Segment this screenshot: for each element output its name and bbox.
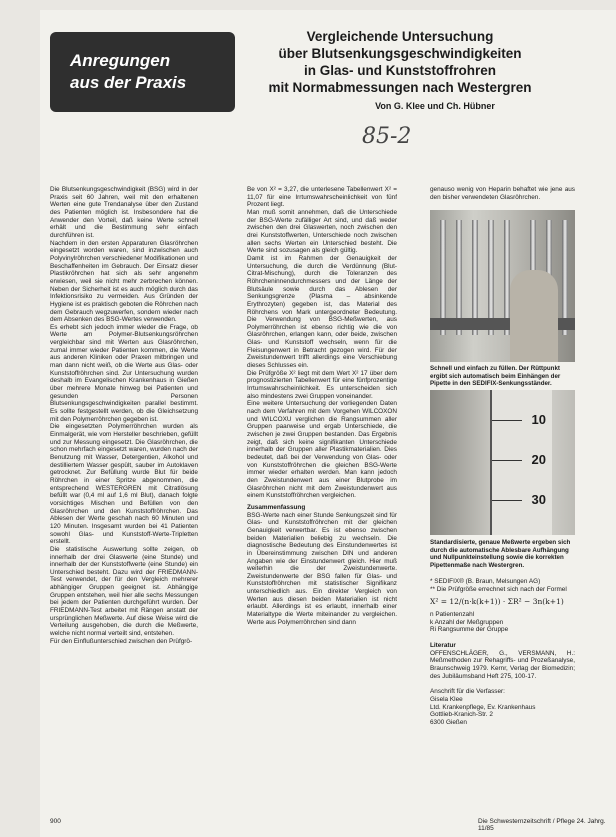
page-number: 900 <box>50 818 61 825</box>
section-banner <box>50 32 235 112</box>
photo-pipette-stand <box>430 210 575 362</box>
title-line1: Vergleichende Untersuchung <box>306 29 494 44</box>
paragraph: BSG-Werte nach einer Stunde Senkungszeit sind für Glas- und Kunststoffröhrchen mit der gleichen Genauigkeit verwertbar. Es ist ebenso zwischen beiden Materialien beliebig zu wechseln. Die diagnostische Bedeutung des Einstundenwertes ist in Übereinstimmung zwischen DIN und anderen Angaben wie der Einstundenwert gleich. Hier muß weiterhin die der Zweistundenwerte. Zweistundenwerte der BSG fallen für Glas- und Kunststoffröhrchen mit statistischer Signifikanz unterschiedlich aus. Ein direkter Vergleich von Werten aus diesen beiden Materialien ist nicht erlaubt. Allerdings ist es erlaubt, innerhalb einer Materialtype die Werte miteinander zu vergleichen. Werte aus Polymerröhrchen sind dann <box>247 511 397 626</box>
scale-label: 30 <box>531 492 546 507</box>
text-column-3-top <box>430 186 575 208</box>
photo-caption-2: Standardisierte, genaue Meßwerte ergeben sich durch die automatische Ablesbare Aufhängung und Nullpunkteinstellung sowie die korrekten Pipettenmaße nach Westergren. <box>430 539 571 569</box>
photo-scale-closeup <box>430 390 575 535</box>
legend-line: n Patientenzahl <box>430 610 475 618</box>
paragraph: Die eingesetzten Polymerröhrchen wurden als Einmalgerät, wie vom Hersteller beschrieben, gefüllt und zur Messung eingesetzt. Die Glasröhrchen, die schon mehrfach eingesetzt waren, wurden nach der Benutzung mit Wasser, Detergentien, Alkohol und destilliertem Wasser gespült, sauber im Autoklaven getrocknet. Zur Befüllung wurde Blut für beide Röhrchen in einer Spritze abgenommen, die entsprechend WESTERGREN mit Citratlösung befüllt war (0,4 ml auf 1,6 ml Blut), danach folgte vorsichtiges Mischen und Befüllen von den Glasröhrchen und den Kunststoffröhrchen. Das Ablesen der Werte geschah nach 60 Minuten und 120 Minuten. Insgesamt wurden bei 41 Patienten sowohl Glas- und Kunststoff-Werte-Tripletten erstellt. <box>50 423 198 546</box>
title-line3: in Glas- und Kunststoffrohren <box>304 63 496 78</box>
hand <box>510 270 558 362</box>
address-line: Ltd. Krankenpflege, Ev. Krankenhaus <box>430 703 536 711</box>
literature-entry: OFFENSCHLÄGER, G., VERSMANN, H.: Meßmethoden zur Rehagriffs- und Prozeßanalyse, Braunschweig 1979. Kernr, Verlag der Biomedizin; des Jubiläumsband Heft 275, 100-17. <box>430 649 575 680</box>
paragraph: Es erhebt sich jedoch immer wieder die Frage, ob Werte am Polymer-Blutsenkungsröhrchen vergleichbar sind mit Werten aus Glasröhrchen, zumal immer wieder Patienten kommen, die Werte aus anderen Kliniken oder Praxen mitbringen und man dann nicht weiß, ob die Werte aus Glas- oder Kunststoffröhrchen sind. Zur Untersuchung wurden deshalb im Evangelischen Krankenhaus in Gießen über mehrere Monate hinweg bei Patienten und gesunden Personen Blutsenkungsgeschwindigkeiten parallel bestimmt. Es sollte festgestellt werden, ob die Gleichsetzung mit den Polymerröhrchen gegeben ist. <box>50 323 198 423</box>
paragraph: Man muß somit annehmen, daß die Unterschiede der BSG-Werte zufälliger Art sind, und daß weder zwischen den drei Glaswerten, noch zwischen den drei Kunststoffwerten, Unterschiede noch zwischen allen sechs Werten ein Unterschied besteht. Die Werte sind sozusagen als gleich gültig. <box>247 208 397 255</box>
paragraph: Die Prüfgröße X² liegt mit dem Wert X² 17 über dem prognostizierten Tabellenwert für eine fünfprozentige Irrtumswahrscheinlichkeit. Es unterscheiden sich also mindestens zwei Gruppen voneinander. <box>247 369 397 400</box>
section-heading: Zusammenfassung <box>247 503 306 511</box>
address-heading: Anschrift für die Verfasser: <box>430 688 505 696</box>
paragraph: Eine weitere Untersuchung der vorliegenden Daten nach dem Verfahren mit dem Vorgehen WILCOXON und WILCOXU verglichen die Rangsummen aller Gruppen paarweise und ergab Unterschiede, die zwischen je zwei Gruppen bestanden. Das Ergebnis zeigt, daß sich keine signifikanten Unterschiede innerhalb der Gruppen aller Plastikmaterialien. Dies bedeutet, daß bei der Verwendung von Glas- oder von Kunststoffröhrchen die gleichen BSG-Werte immer wieder erhalten werden. Man kann jedoch den Zweistundenwert aus einer Blutprobe im Glasröhrchen nicht mit dem Zweistundenwert aus einem Kunststoffröhrchen vergleichen. <box>247 400 397 500</box>
footnote: ** Die Prüfgröße errechnet sich nach der Formel <box>430 585 567 593</box>
paragraph: Die statistische Auswertung sollte zeigen, ob innerhalb der drei Glaswerte (eine Stunde) und innerhalb der der Kunststoffwerte (eine Stunde) ein Unterschied besteht. Dazu wird der FRIEDMANN-Test verwendet, der für den Vergleich mehrerer abhängiger Gruppen geeignet ist. Abhängige Gruppen entstehen, weil hier alle sechs Messungen bei jedem der Patienten durchgeführt wurden. Der FRIEDMANN-Test arbeitet mit Rängen anstatt der ursprünglichen Meßwerte. Auf diese Weise wird die Verteilung ausgehoben, die durch die Meßwerte, welche nicht normal verteilt sind, entstehen. <box>50 545 198 638</box>
photo-caption-1: Schnell und einfach zu füllen. Der Rüttpunkt ergibt sich automatisch beim Einhängen der Pipette in den SEDIFIX-Senkungsständer. <box>430 365 561 387</box>
banner-line1: Anregungen <box>70 51 171 70</box>
address-line: Gisela Klee <box>430 695 463 703</box>
text-column-1 <box>50 186 198 806</box>
scale-label: 20 <box>531 452 546 467</box>
title-line2: über Blutsenkungsgeschwindigkeiten <box>278 46 522 61</box>
paragraph: genauso wenig von Heparin behaftet wie jene aus den bisher verwendeten Glasröhrchen. <box>430 186 575 201</box>
handwritten-note: 85-2 <box>362 124 412 149</box>
scale-tick <box>492 420 522 421</box>
paragraph: Nachdem in den ersten Apparaturen Glasröhrchen eingesetzt worden waren, sind inzwischen auch Polyvinylröhrchen verschiedener Modifikationen und Beschaffenheiten im Gebrauch. Der Einsatz dieser Plastikröhrchen hat sich als sehr angenehm erwiesen, weil sie nicht mehr zerbrechen können. Neben der Sicherheit ist es auch möglich durch das Infektionsrisiko zu vermeiden. Aus Gründen der Hygiene ist es praktisch geboten die Röhrchen nach dem Gebrauch wegzuwerfen, sondern wieder nach dem Absenken des BSG-Wertes verwenden. <box>50 239 198 324</box>
journal-footer: Die Schwesternzeitschrift / Pflege 24. Jahrg. 11/85 <box>478 818 606 832</box>
legend-line: k Anzahl der Meßgruppen <box>430 618 504 626</box>
scale-label: 10 <box>531 412 546 427</box>
formula: X² = 12/(n·k(k+1)) · ΣR² − 3n(k+1) <box>430 597 564 607</box>
address-line: 6300 Gießen <box>430 718 467 726</box>
paragraph: Die Blutsenkungsgeschwindigkeit (BSG) wird in der Praxis seit 60 Jahren, weil mit den erhaltenen Werten eine gute Trendanalyse über den Zustand des Patienten möglich ist. Insbesondere hat die Anwender den Vorteil, daß keine Werte schnell erhält und die Bestimmung sehr einfach durchführen ist. <box>50 186 198 239</box>
paragraph: Für den Einflußunterschied zwischen den Prüfgrö- <box>50 637 193 645</box>
authors: Von G. Klee und Ch. Hübner <box>375 101 495 111</box>
literature-heading: Literatur <box>430 641 456 649</box>
legend-line: Ri Rangsumme der Gruppe <box>430 626 509 634</box>
paragraph: Be von X² = 3,27, die unterlesene Tabellenwert X² = 11,07 für eine Irrtumswahrscheinlichkeit von fünf Prozent liegt. <box>247 186 397 209</box>
footnote: * SEDIFIX® (B. Braun, Melsungen AG) <box>430 578 541 585</box>
scale-strip <box>490 390 552 535</box>
text-column-2 <box>247 186 397 806</box>
text-column-3-notes <box>430 578 575 768</box>
address-line: Gottlieb-Kranich-Str. 2 <box>430 711 493 719</box>
scale-tick <box>492 500 522 501</box>
paragraph: Damit ist im Rahmen der Genauigkeit der Untersuchung, die durch die Verdünnung (Blut-Citrat-Mischung), durch die Toleranzen des Röhrcheninnendurchmessers und der Länge der Blutsäule sowie durch das Ablesen der Senkungsgrenze (Plasma – absinkende Erythrozyten) gegeben ist, das Material des Röhrchens von Mark untergeordneter Bedeutung. Die Verwendung von BSG-Meßwerten, aus Polymerröhrchen ist ebenso richtig wie die von Glasröhrchen, erlangen kann, oder beide, zwischen Glas- und Kunststoff wechseln, wenn für die Fleisungenwert in Betracht gezogen wird. Für der Zweistundenwert trifft allerdings eine Verschiebung dieses Schlusses ein. <box>247 254 397 370</box>
article-title <box>265 28 535 96</box>
banner-line2: aus der Praxis <box>70 73 187 92</box>
title-line4: mit Normabmessungen nach Westergren <box>268 80 532 95</box>
scale-tick <box>492 460 522 461</box>
